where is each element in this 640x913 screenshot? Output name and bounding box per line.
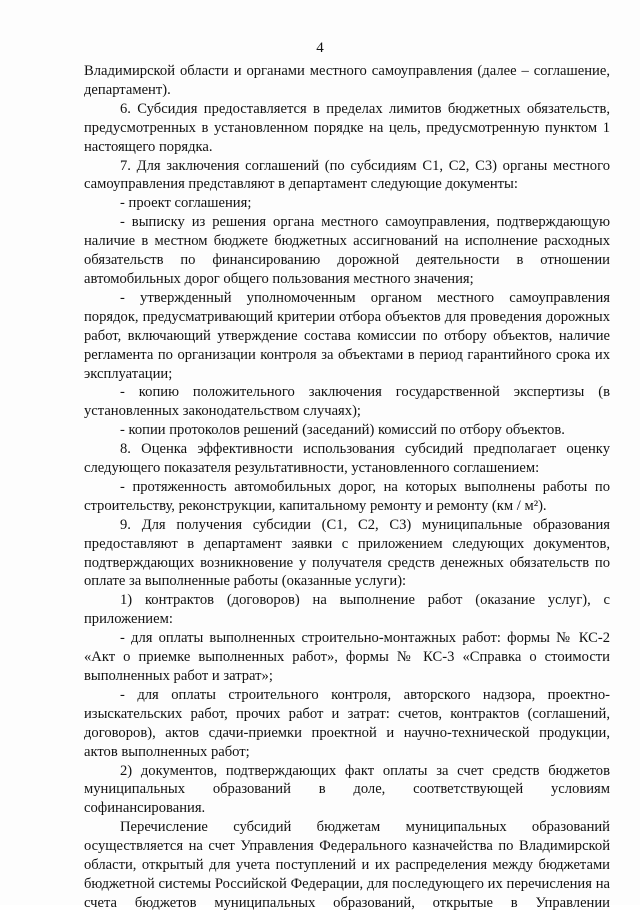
paragraph-item-9: 9. Для получения субсидии (С1, С2, С3) муниципальные образования предоставляют в департамент заявки с приложением следующих документов, подтверждающих возникновение у получателя средств денежных обязательств по оплате за выполненные работы (оказанные услуги): [84, 516, 610, 590]
paragraph-continuation: Владимирской области и органами местного самоуправления (далее – соглашение, департамент). [84, 63, 610, 98]
list-item-construction-forms: - для оплаты выполненных строительно-монтажных работ: формы № КС-2 «Акт о приемке выполненных работ», формы № КС-3 «Справка о стоимости выполненных работ и затрат»; [84, 630, 610, 684]
list-item-road-length: - протяженность автомобильных дорог, на которых выполнены работы по строительству, реконструкции, капитальному ремонту и ремонту (км / м²). [84, 478, 610, 514]
page-number: 4 [316, 40, 324, 56]
document-body [84, 62, 610, 913]
paragraph-transfer: Перечисление субсидий бюджетам муниципальных образований осуществляется на счет Управления Федерального казначейства по Владимирской области, открытый для учета поступлений и их распределения между бюджетами бюджетной системы Российской Федерации, для последующего их перечисления на счета бюджетов муниципальных образований, открытые в Управлении [84, 819, 610, 911]
paragraph-item-6: 6. Субсидия предоставляется в пределах лимитов бюджетных обязательств, предусмотренных в установленном порядке на цель, предусмотренную пунктом 1 настоящего порядка. [84, 100, 610, 155]
subitem-payment-documents: 2) документов, подтверждающих факт оплаты за счет средств бюджетов муниципальных образований в доле, соответствующей условиям софинансирования. [84, 762, 610, 817]
list-item-expertise-copy: - копию положительного заключения государственной экспертизы (в установленных законодательством случаях); [84, 384, 610, 420]
list-item-control-payments: - для оплаты строительного контроля, авторского надзора, проектно-изыскательских работ, прочих работ и затрат: счетов, контрактов (соглашений, договоров), актов сдачи-приемки проектной и научно-технической продукции, актов выполненных работ; [84, 686, 610, 760]
list-item-decision-extract: - выписку из решения органа местного самоуправления, подтверждающую наличие в местном бюджете бюджетных ассигнований на исполнение расходных обязательств по финансированию дорожной деятельности в отношении автомобильных дорог общего пользования местного значения; [84, 214, 610, 287]
list-item-selection-procedure: - утвержденный уполномоченным органом местного самоуправления порядок, предусматривающий критерии отбора объектов для проведения дорожных работ, включающий утверждение состава комиссии по отбору объектов, наличие регламента по организации контроля за объектами в период гарантийного срока их эксплуатации; [84, 289, 610, 382]
subitem-contracts: 1) контрактов (договоров) на выполнение работ (оказание услуг), с приложением: [84, 592, 610, 628]
list-item-protocol-copies: - копии протоколов решений (заседаний) комиссий по отбору объектов. [120, 422, 565, 439]
list-item-draft-agreement: - проект соглашения; [120, 195, 252, 212]
paragraph-item-8: 8. Оценка эффективности использования субсидий предполагает оценку следующего показателя результативности, установленного соглашением: [84, 441, 610, 477]
paragraph-item-7: 7. Для заключения соглашений (по субсидиям С1, С2, С3) органы местного самоуправления представляют в департамент следующие документы: [84, 157, 610, 193]
